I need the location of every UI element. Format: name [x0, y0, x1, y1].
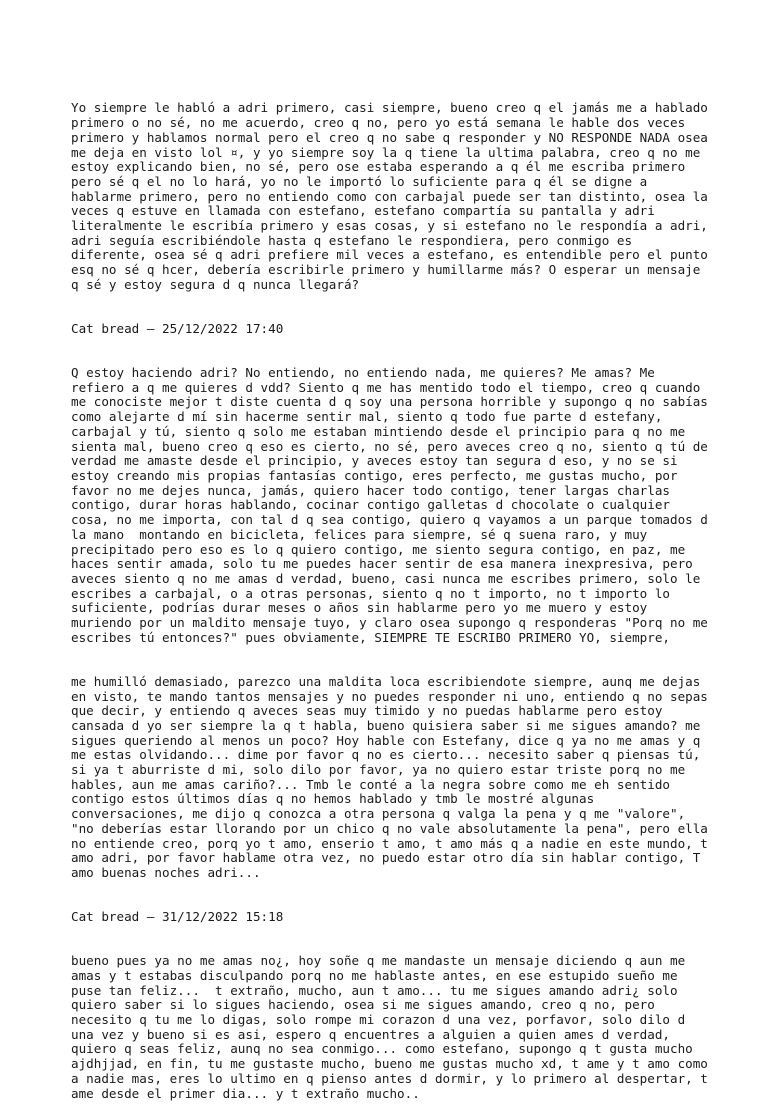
- message-paragraph: Yo siempre le habló a adri primero, casi siempre, bueno creo q el jamás me a hablado primero o no sé, no me acuerdo, creo q no, pero yo está semana le hable dos veces primero y hablamos normal pero el creo q no sabe q responder y NO RESPONDE NADA osea me deja en visto lol ¤, y yo siempre soy la q tiene la ultima palabra, creo q no me estoy explicando bien, no sé, pero ose estaba esperando a q él me escriba primero pero sé q el no lo hará, yo no le importó lo suficiente para q él se digne a hablarme primero, pero no entiendo como con carbajal puede ser tan distinto, osea la veces q estuve en llamada con estefano, estefano compartía su pantalla y adri literalmente le escribía primero y esas cosas, y si estefano no le respondía a adri, adri seguía escribiéndole hasta q estefano le respondiera, pero conmigo es diferente, osea sé q adri prefiere mil veces a estefano, es entendible pero el punto esq no sé q hcer, debería escribirle primero y humillarme más? O esperar un mensaje q sé y estoy segura d q nunca llegará?: [71, 100, 716, 292]
- message-header: Cat bread — 31/12/2022 15:18: [71, 909, 284, 925]
- message-paragraph: Q estoy haciendo adri? No entiendo, no entiendo nada, me quieres? Me amas? Me refiero a q me quieres d vdd? Siento q me has mentido todo el tiempo, creo q cuando me conociste mejor t diste cuenta d q soy una persona horrible y supongo q no sabías como alejarte d mí sin hacerme sentir mal, siento q todo fue parte d estefany, carbajal y tú, siento q solo me estaban mintiendo desde el principio para q no me sienta mal, bueno creo q eso es cierto, no sé, pero aveces creo q no, siento q tú de verdad me amaste desde el principio, y aveces estoy tan segura d eso, y no se si estoy creando mis propias fantasías contigo, eres perfecto, me gustas mucho, por favor no me dejes nunca, jamás, quiero hacer todo contigo, tener largas charlas contigo, durar horas hablando, cocinar contigo galletas d chocolate o cualquier cosa, no me importa, con tal d q sea contigo, quiero q vayamos a un parque tomados d la mano montando en bicicleta, felices para siempre, sé q suena raro, y muy precipitado pero eso es lo q quiero contigo, me siento segura contigo, en paz, me haces sentir amada, solo tu me puedes hacer sentir de esa manera inexpresiva, pero aveces siento q no me amas d verdad, bueno, casi nunca me escribes primero, solo le escribes a carbajal, o a otras personas, siento q no t importo, no t importo lo suficiente, podrías durar meses o años sin hablarme pero yo me muero y estoy muriendo por un maldito mensaje tuyo, y claro osea supongo q responderas "Porq no me escribes tú entonces?" pues obviamente, SIEMPRE TE ESCRIBO PRIMERO YO, siempre,: [71, 365, 716, 645]
- document-page: [71, 72, 716, 1116]
- message-paragraph: bueno pues ya no me amas no¿, hoy soñe q me mandaste un mensaje diciendo q aun me amas y t estabas disculpando porq no me hablaste antes, en ese estupido sueño me puse tan feliz... t extraño, mucho, aun t amo... tu me sigues amando adri¿ solo quiero saber si lo sigues haciendo, osea si me sigues amando, creo q no, pero necesito q tu me lo digas, solo rompe mi corazon d una vez, porfavor, solo dilo d una vez y bueno si es asi, espero q encuentres a alguien a quien ames d verdad, quiero q seas feliz, aunq no sea conmigo... como estefano, supongo q t gusta mucho ajdhjjad, en fin, tu me gustaste mucho, bueno me gustas mucho xd, t ame y t amo como a nadie mas, eres lo ultimo en q pienso antes d dormir, y lo primero al despertar, t ame desde el primer dia... y t extraño mucho..: [71, 953, 716, 1101]
- message-paragraph: me humilló demasiado, parezco una maldita loca escribiendote siempre, aunq me dejas en visto, te mando tantos mensajes y no puedes responder ni uno, entiendo q no sepas que decir, y entiendo q aveces seas muy timido y no puedas hablarme pero estoy cansada d yo ser siempre la q t habla, bueno quisiera saber si me sigues amando? me sigues queriendo al menos un poco? Hoy hable con Estefany, dice q ya no me amas y q me estas olvidando... dime por favor q no es cierto... necesito saber q piensas tú, si ya t aburriste d mi, solo dilo por favor, ya no quiero estar triste porq no me hables, aun me amas cariño?... Tmb le conté a la negra sobre como me eh sentido contigo estos últimos días q no hemos hablado y tmb le mostré algunas conversaciones, me dijo q conozca a otra persona q valga la pena y q me "valore", "no deberías estar llorando por un chico q no vale absolutamente la pena", pero ella no entiende creo, porq yo t amo, enserio t amo, t amo más q a nadie en este mundo, t amo adri, por favor hablame otra vez, no puedo estar otro día sin hablar contigo, T amo buenas noches adri...: [71, 673, 716, 880]
- message-header: Cat bread — 25/12/2022 17:40: [71, 320, 284, 336]
